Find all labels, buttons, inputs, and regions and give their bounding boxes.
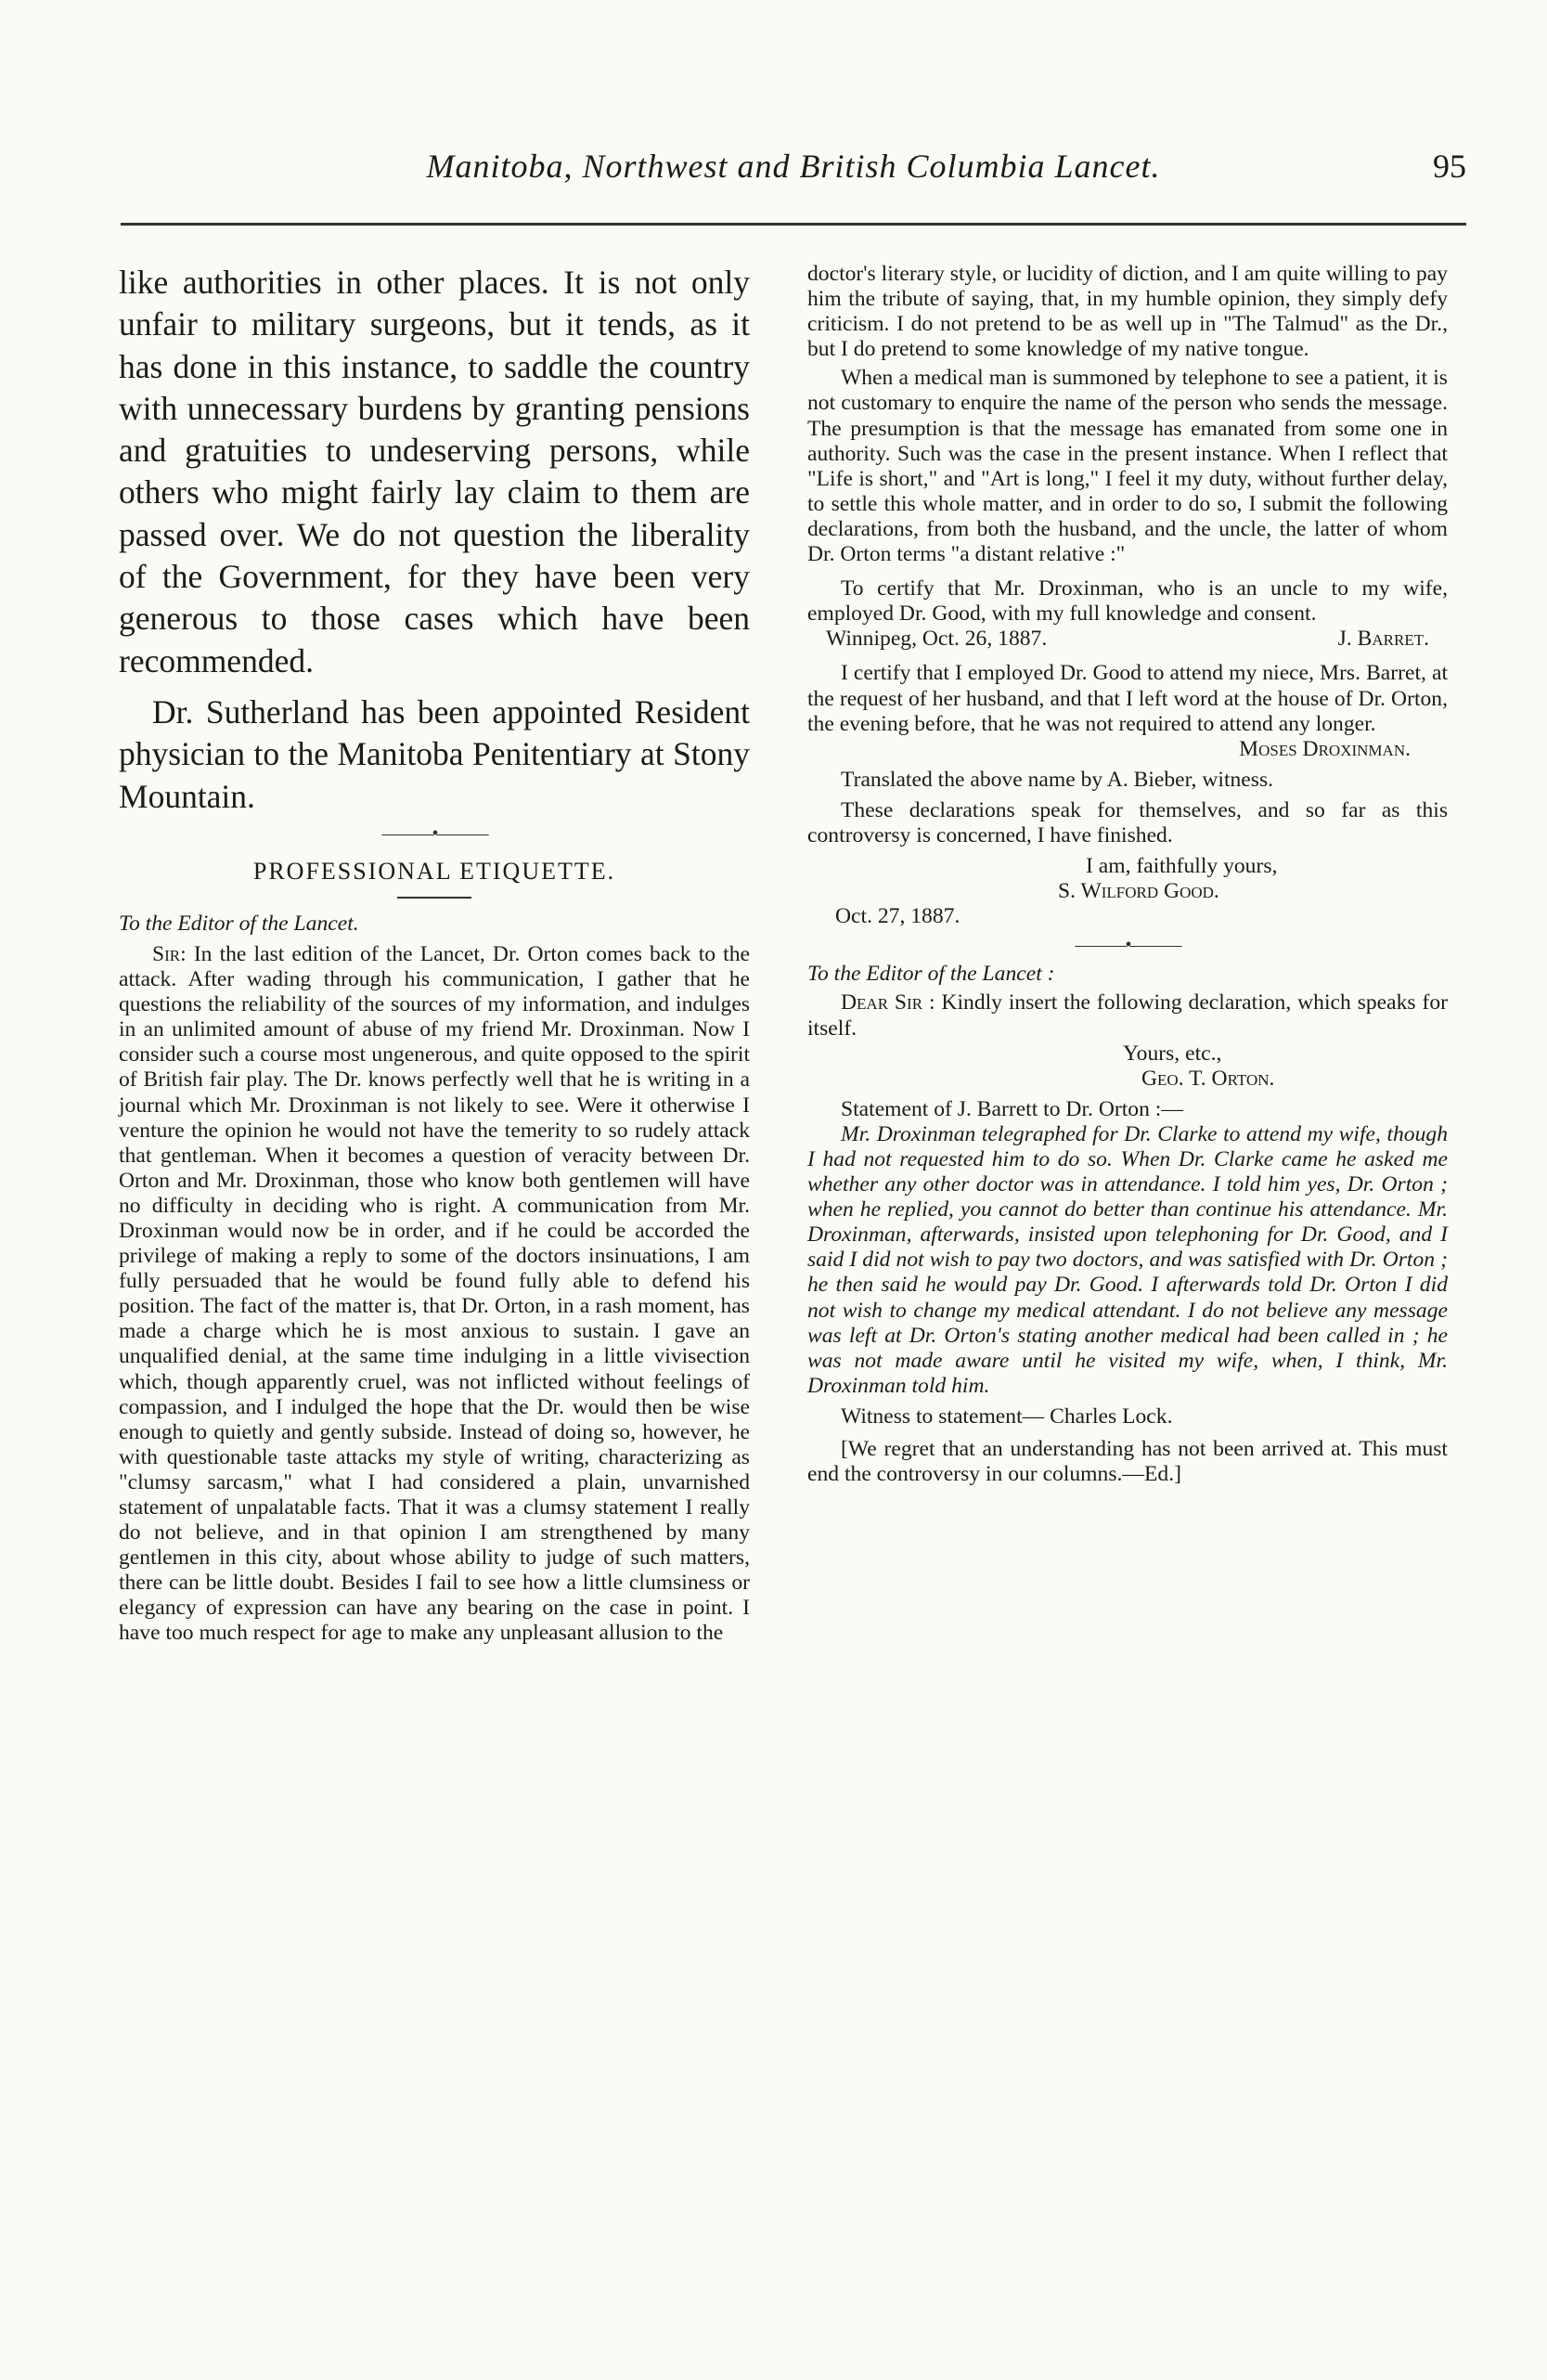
- letter-2-body: [807, 990, 1448, 1041]
- statement-heading: Statement of J. Barrett to Dr. Orton :—: [841, 1096, 1183, 1121]
- closing-line: I am, faithfully yours,: [1086, 854, 1278, 879]
- declaration-1-signature: J. Barret.: [1337, 627, 1429, 652]
- declaration-1-date: Winnipeg, Oct. 26, 1887.: [826, 627, 1048, 652]
- running-header: [121, 147, 1466, 193]
- heading-rule: [397, 897, 471, 899]
- closing-2: Yours, etc.,: [1123, 1041, 1222, 1066]
- journal-title: Manitoba, Northwest and British Columbia Lancet.: [426, 148, 1161, 185]
- closing-paragraph: These declarations speak for themselves, and so far as this controversy is concerned, I have finished.: [807, 797, 1448, 847]
- page-number: 95: [1433, 148, 1466, 185]
- statement-body: Mr. Droxinman telegraphed for Dr. Clarke to attend my wife, though I had not requested him to do so. When Dr. Clarke came he asked me whether any other doctor was in attendance. I told him yes, Dr. Orton ; when he replied, you cannot do better than continue his attendance. Mr. Droxinman, afterwards, insisted upon telephoning for Dr. Good, and I said I did not wish to pay two doctors, and was satisfied with Dr. Orton ; he then said he would pay Dr. Good. I afterwards told Dr. Orton I did not wish to change my medical attendant. I do not believe any message was left at Dr. Orton's stating another medical had been called in ; he was not made aware until he visited my wife, when, I think, Mr. Droxinman told him.: [807, 1121, 1448, 1398]
- editor-note: [We regret that an understanding has not been arrived at. This must end the controversy in our columns.—Ed.]: [807, 1437, 1448, 1487]
- left-column: [119, 262, 750, 1647]
- letter-continuation: doctor's literary style, or lucidity of diction, and I am quite willing to pay him the tribute of saying, that, in my humble opinion, they simply defy criticism. I do not pretend to be as well up in "The Talmud" as the Dr., but I do pretend to some knowledge of my native tongue.: [807, 262, 1448, 362]
- dear-sir-label: Dear Sir :: [841, 990, 935, 1015]
- declaration-2-signature: Moses Droxinman.: [1239, 736, 1411, 761]
- signature-2: Geo. T. Orton.: [1141, 1066, 1275, 1091]
- witness-line: Witness to statement— Charles Lock.: [841, 1403, 1173, 1429]
- editorial-paragraph: like authorities in other places. It is not only unfair to military surgeons, but it tends, as it has done in this instance, to saddle the country with unnecessary burdens by granting pensions and gratuities to undeserving persons, while others who might fairly lay claim to them are passed over. We do not question the liberality of the Government, for they have been very generous to those cases which have been recommended.: [119, 264, 750, 679]
- section-separator-2: ———•———: [1075, 935, 1180, 956]
- header-rule: [121, 223, 1466, 226]
- declaration-2: I certify that I employed Dr. Good to attend my niece, Mrs. Barret, at the request of her husband, and that I left word at the house of Dr. Orton, the evening before, that he was not required to attend any longer.: [807, 661, 1448, 736]
- letter-date: Oct. 27, 1887.: [835, 904, 960, 929]
- sir-label: Sir:: [152, 941, 187, 966]
- right-column: [807, 262, 1448, 1487]
- salutation: To the Editor of the Lancet.: [119, 911, 359, 936]
- letter-2-text: Kindly insert the following declaration, which speaks for itself.: [807, 990, 1449, 1041]
- appointment-notice: Dr. Sutherland has been appointed Resident physician to the Manitoba Penitentiary at Stony Mountain.: [119, 692, 750, 815]
- signature: S. Wilford Good.: [1058, 879, 1219, 904]
- declaration-1: To certify that Mr. Droxinman, who is an uncle to my wife, employed Dr. Good, with my full knowledge and consent.: [807, 576, 1448, 627]
- declaration-1-sign-row: [807, 627, 1448, 652]
- translation-note: Translated the above name by A. Bieber, witness.: [841, 767, 1274, 792]
- salutation-2: To the Editor of the Lancet :: [807, 962, 1055, 987]
- section-separator: ———•———: [381, 822, 487, 844]
- letter-text: In the last edition of the Lancet, Dr. Orton comes back to the attack. After wading through his communication, I gather that he questions the reliability of the sources of my information, and indulges in an unlimited amount of abuse of my friend Mr. Droxinman. Now I consider such a course most ungenerous, and quite opposed to the spirit of British fair play. The Dr. knows perfectly well that he is writing in a journal which Mr. Droxinman is not likely to see. Were it otherwise I venture the opinion he would not have the temerity to so rudely attack that gentleman. When it becomes a question of veracity between Dr. Orton and Mr. Droxinman, those who know both gentlemen will have no difficulty in deciding who is right. A communication from Mr. Droxinman would now be in order, and if he could be accorded the privilege of making a reply to some of the doctors insinuations, I am fully persuaded that he would be found fully able to defend his position. The fact of the matter is, that Dr. Orton, in a rash moment, has made a charge which he is most anxious to sustain. I gave an unqualified denial, at the same time indulging in a little vivisection which, though apparently cruel, was not inflicted without feelings of compassion, and I indulged the hope that the Dr. would then be wise enough to quietly and gently subside. Instead of doing so, however, he with questionable taste attacks my style of writing, characterizing as "clumsy sarcasm," what I had considered a plain, unvarnished statement of unpalatable facts. That it was a clumsy statement I really do not believe, and in that opinion I am strengthened by many gentlemen in this city, about whose ability to judge of such matters, there can be little doubt. Besides I fail to see how a little clumsiness or elegancy of expression can have any bearing on the case in point. I have too much respect for age to make any unpleasant allusion to the: [119, 941, 750, 1646]
- letter-body: [119, 942, 750, 1647]
- letter-paragraph: When a medical man is summoned by telephone to see a patient, it is not customary to enquire the name of the person who sends the message. The presumption is that the message has emanated from some one in authority. Such was the case in the present instance. When I reflect that "Life is short," and "Art is long," I feel it my duty, without further delay, to settle this whole matter, and in order to do so, I submit the following declarations, from both the husband, and the uncle, the latter of whom Dr. Orton terms "a distant relative :": [807, 366, 1448, 567]
- article-heading: PROFESSIONAL ETIQUETTE.: [252, 857, 616, 885]
